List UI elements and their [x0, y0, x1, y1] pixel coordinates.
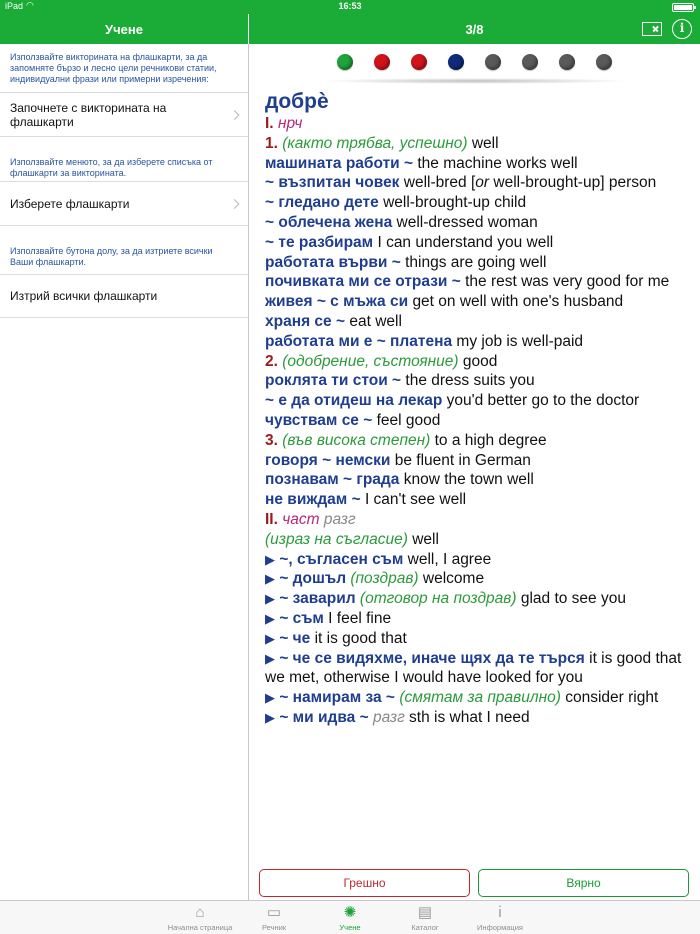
translation: my job is well-paid: [456, 332, 584, 350]
select-hint: Използвайте менюто, за да изберете списъка от флашкарти за викторината.: [10, 157, 213, 178]
triangle-icon: ▶: [265, 591, 275, 607]
sense-note: (израз на съгласие): [265, 530, 408, 548]
phrase-line: [265, 233, 690, 253]
part-of-speech: нрч: [277, 115, 303, 132]
remove-flashcard-icon[interactable]: [642, 22, 662, 36]
sense-line: [265, 352, 690, 372]
progress-dot: [596, 54, 612, 70]
device-label: iPad: [5, 1, 24, 11]
translation: welcome: [422, 570, 485, 588]
phrase: не виждам ~: [265, 491, 361, 509]
translation: well, I agree: [407, 550, 492, 568]
triangle-icon: ▶: [265, 610, 275, 626]
phrase-line: [265, 272, 690, 292]
sense-number: 1.: [265, 134, 278, 152]
translation: I can't see well: [364, 491, 467, 509]
phrase: ~ че се видяхме, иначе щях да те търся: [279, 649, 585, 667]
phrase: познавам ~ града: [265, 471, 400, 489]
translation: it is good that: [314, 629, 407, 647]
sense-line: [265, 134, 690, 154]
translation: glad to see you: [520, 590, 626, 608]
triangle-icon: ▶: [265, 630, 275, 646]
tab-catalog[interactable]: [385, 903, 465, 932]
phrase: работата ми е ~ платена: [265, 332, 453, 350]
home-icon: ⌂: [195, 904, 205, 921]
register-label: разг: [323, 510, 356, 528]
progress-dot: [411, 54, 427, 70]
translation: get on well with one's husband: [412, 293, 624, 311]
translation: be fluent in German: [394, 451, 531, 469]
phrase-line: [265, 391, 690, 411]
select-flashcards-cell[interactable]: [0, 181, 248, 226]
translation: well: [412, 530, 439, 548]
phrase: живея ~ с мъжа си: [265, 293, 409, 311]
battery-icon: [672, 3, 694, 12]
chevron-right-icon: [230, 199, 240, 209]
status-time: 16:53: [338, 1, 362, 11]
book-icon: ▭: [266, 904, 282, 921]
sense-note: (одобрение, състояние): [282, 352, 459, 370]
triangle-icon: ▶: [265, 709, 275, 725]
delete-hint: Използвайте бутона долу, за да изтриете всички Ваши флашкарти.: [10, 246, 213, 267]
start-quiz-cell[interactable]: [0, 92, 248, 137]
translation: feel good: [376, 411, 441, 429]
phrase: ~ възпитан човек: [265, 174, 400, 192]
sense-line: [265, 431, 690, 451]
phrase: работата върви ~: [265, 253, 401, 271]
phrase-line: [265, 213, 690, 233]
progress-dot: [485, 54, 501, 70]
phrase: ~, съгласен съм: [279, 550, 404, 568]
progress-dot: [559, 54, 575, 70]
sense-note: (както трябва, успешно): [282, 134, 468, 152]
sense-note: (отговор на поздрав): [359, 590, 517, 608]
wifi-icon: ◠: [26, 0, 34, 10]
card-counter: 3/8: [465, 22, 484, 37]
tab-catalog-label: Каталог: [411, 923, 439, 932]
info-icon: ⅰ: [497, 904, 503, 921]
catalog-icon: ▤: [417, 904, 433, 921]
phrase: ~ намирам за ~: [279, 689, 395, 707]
phrase-line: [265, 332, 690, 352]
translation: the rest was very good for me: [465, 273, 670, 291]
card-fade: [249, 848, 700, 860]
correct-button[interactable]: Вярно: [478, 869, 689, 897]
phrase: ~ заварил: [279, 590, 356, 608]
progress-dot: [448, 54, 464, 70]
phrase-line: [265, 451, 690, 471]
phrase-line: [265, 173, 690, 193]
delete-flashcards-label: Изтрий всички флашкарти: [10, 289, 158, 303]
tab-info-label: Информация: [477, 923, 523, 932]
lightbulb-icon: ✺: [343, 904, 357, 921]
wrong-button[interactable]: Грешно: [259, 869, 470, 897]
sense-number: 2.: [265, 352, 278, 370]
tab-info[interactable]: [460, 903, 540, 932]
translation: sth is what I need: [409, 708, 530, 726]
tab-home[interactable]: [160, 903, 240, 932]
idiom-line: [265, 589, 690, 609]
phrase: роклята ти стои ~: [265, 372, 402, 390]
left-nav-title: Учене: [105, 22, 143, 37]
phrase: почивката ми се отрази ~: [265, 273, 461, 291]
translation: well: [471, 134, 499, 152]
translation: I can understand you well: [377, 233, 554, 251]
start-quiz-label: Започнете с викторината на флашкарти: [10, 100, 167, 129]
idiom-line: [265, 708, 690, 728]
translation: well-brought-up] person: [493, 174, 657, 192]
dictionary-entry: [249, 84, 700, 728]
phrase: говоря ~ немски: [265, 451, 391, 469]
sense-roman: I.: [265, 115, 274, 132]
phrase-line: [265, 470, 690, 490]
triangle-icon: ▶: [265, 690, 275, 706]
tab-home-label: Начална страница: [167, 923, 233, 932]
translation: you'd better go to the doctor: [446, 392, 640, 410]
right-nav-bar: [249, 14, 700, 44]
translation: good: [462, 352, 498, 370]
triangle-icon: ▶: [265, 571, 275, 587]
translation: the dress suits you: [405, 372, 535, 390]
translation: things are going well: [405, 253, 547, 271]
left-panel: [0, 44, 248, 900]
quiz-hint: Използвайте викторината на флашкарти, за да запомняте бързо и лесно цели речникови статии, индивидуални фрази или примерни изречения:: [10, 52, 217, 84]
phrase-line: [265, 253, 690, 273]
tab-learning[interactable]: [310, 903, 390, 932]
idiom-line: [265, 629, 690, 649]
translation: well-brought-up child: [383, 194, 527, 212]
phrase: ~ гледано дете: [265, 194, 379, 212]
translation: I feel fine: [328, 609, 392, 627]
part-of-speech: част: [282, 510, 320, 528]
chevron-right-icon: [230, 110, 240, 120]
phrase-line: [265, 193, 690, 213]
idiom-line: [265, 688, 690, 708]
progress-dot: [337, 54, 353, 70]
idiom-line: [265, 550, 690, 570]
phrase: ~ съм: [279, 609, 324, 627]
left-nav-bar: [0, 14, 248, 44]
triangle-icon: ▶: [265, 650, 275, 666]
phrase: ~ ми идва ~: [279, 708, 369, 726]
phrase: ~ те разбирам: [265, 233, 374, 251]
triangle-icon: ▶: [265, 551, 275, 567]
sense-note: (смятам за правилно): [399, 689, 561, 707]
sense-roman: II.: [265, 510, 278, 528]
sense-note: (поздрав): [350, 570, 419, 588]
phrase-line: [265, 154, 690, 174]
phrase-line: [265, 292, 690, 312]
phrase: машината работи ~: [265, 154, 414, 172]
phrase-line: [265, 411, 690, 431]
translation: well-bred [: [403, 174, 476, 192]
translation: to a high degree: [434, 431, 547, 449]
translation: eat well: [349, 312, 402, 330]
select-flashcards-label: Изберете флашкарти: [10, 196, 130, 211]
translation: the machine works well: [417, 154, 578, 172]
translation: it is good that we met, otherwise I would have looked for you: [265, 649, 682, 687]
info-icon[interactable]: i: [672, 19, 692, 39]
flashcard: [249, 84, 700, 858]
progress-dot: [374, 54, 390, 70]
status-bar: [0, 0, 700, 14]
sense-line: [265, 510, 690, 530]
tab-bar: [0, 900, 700, 934]
tab-dictionary[interactable]: [234, 903, 314, 932]
progress-dot: [522, 54, 538, 70]
idiom-line: [265, 609, 690, 629]
phrase: ~ дошъл: [279, 570, 347, 588]
tab-learning-label: Учене: [339, 923, 361, 932]
translation-or: or: [475, 174, 490, 192]
sense-line: [265, 530, 690, 550]
phrase-line: [265, 312, 690, 332]
phrase-line: [265, 371, 690, 391]
register-label: разг: [372, 708, 405, 726]
translation: know the town well: [403, 471, 534, 489]
translation: well-dressed woman: [396, 213, 538, 231]
idiom-line: [265, 569, 690, 589]
phrase: чувствам се ~: [265, 411, 373, 429]
tab-dictionary-label: Речник: [261, 923, 287, 932]
phrase: храня се ~: [265, 312, 346, 330]
delete-flashcards-cell[interactable]: [0, 274, 248, 318]
headword: добрѐ: [265, 90, 329, 113]
phrase: ~ е да отидеш на лекар: [265, 392, 443, 410]
phrase: ~ облечена жена: [265, 213, 393, 231]
translation: consider right: [565, 689, 659, 707]
phrase: ~ че: [279, 629, 311, 647]
sense-line: [265, 114, 690, 134]
phrase-line: [265, 490, 690, 510]
sense-number: 3.: [265, 431, 278, 449]
sense-note: (във висока степен): [282, 431, 431, 449]
idiom-line: [265, 649, 690, 689]
